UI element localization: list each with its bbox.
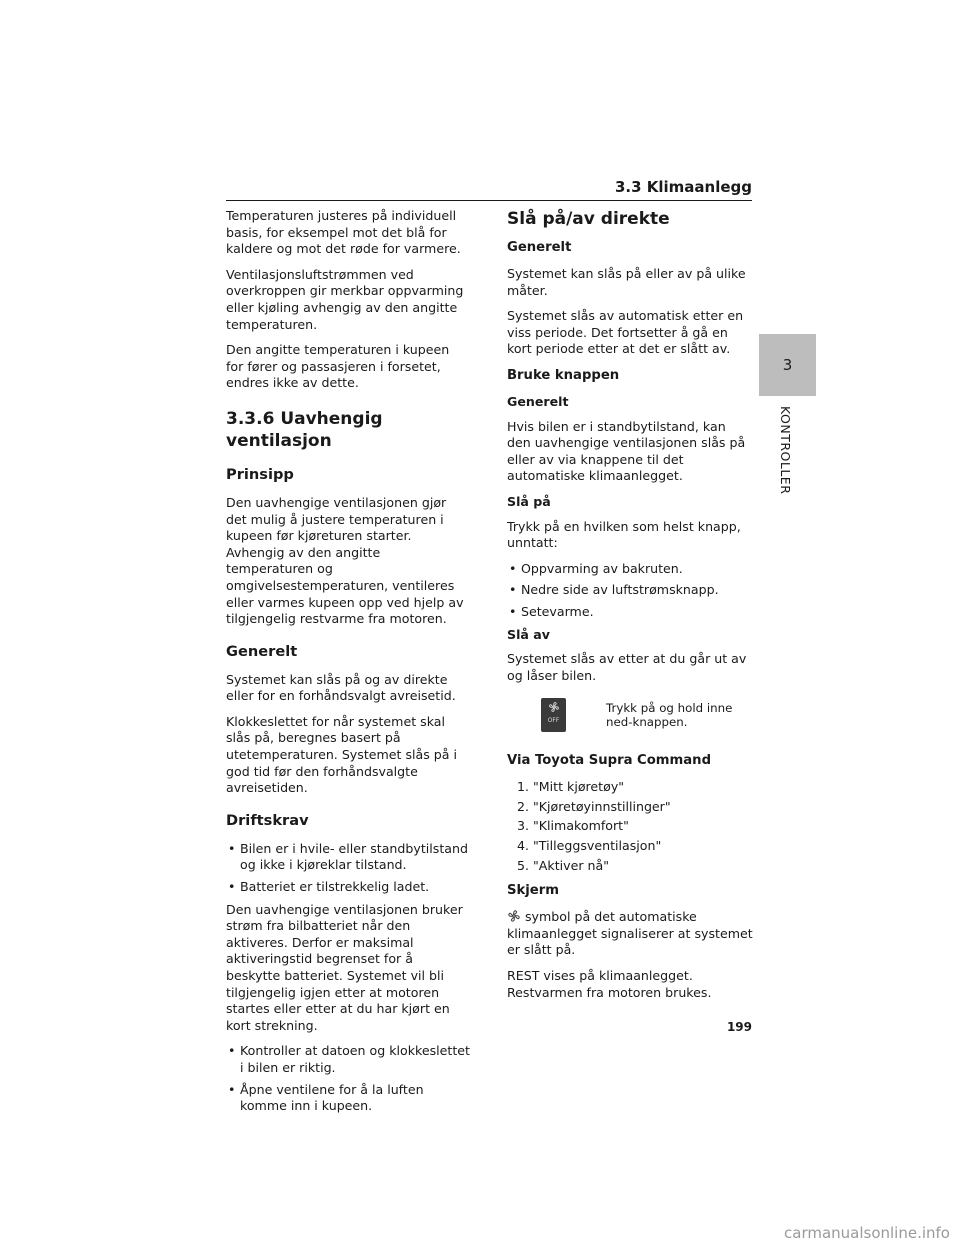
running-header: 3.3 Klimaanlegg bbox=[614, 178, 752, 196]
step-item bbox=[517, 858, 753, 875]
button-caption: Trykk på og hold inne ned-knappen. bbox=[606, 701, 733, 730]
paragraph: Systemet slås av automatisk etter en viss periode. Det fortsetter å gå en kort periode etter at det er slått av. bbox=[507, 308, 744, 357]
exceptions-list bbox=[507, 561, 753, 621]
rest-paragraph: REST vises på klimaanlegget. Restvarmen fra motoren brukes. bbox=[507, 968, 712, 1000]
section-title: 3.3.6 Uavhengig ventilasjon bbox=[226, 408, 383, 451]
list-item: • Oppvarming av bakruten. bbox=[507, 561, 753, 578]
prinsipp-heading: Prinsipp bbox=[226, 465, 294, 483]
bruke-heading: Bruke knappen bbox=[507, 367, 620, 383]
generelt-paragraph: Klokkeslettet for når systemet skal slås på, beregnes basert på utetemperaturen. Systemet slås på i god tid før den forhåndsvalgte avreisetiden. bbox=[226, 713, 458, 796]
paragraph: Systemet slås av etter at du går ut av og låser bilen. bbox=[507, 651, 747, 683]
climate-off-button-image bbox=[541, 698, 566, 732]
generelt-paragraph: Systemet kan slås på og av direkte eller for en forhåndsvalgt avreisetid. bbox=[226, 671, 456, 704]
right-column bbox=[507, 208, 753, 1010]
step-item bbox=[517, 779, 753, 796]
paragraph: Hvis bilen er i standbytilstand, kan den uavhengige ventilasjonen slås på eller av via knappene til det automatiske klimaanlegget. bbox=[507, 418, 746, 484]
button-figure bbox=[541, 698, 753, 732]
skjerm-paragraph bbox=[507, 909, 753, 959]
step-number: 5. bbox=[517, 857, 530, 873]
driftskrav-heading: Driftskrav bbox=[226, 811, 309, 829]
list-item: • Nedre side av luftstrømsknapp. bbox=[507, 582, 753, 599]
list-item: • Setevarme. bbox=[507, 604, 753, 621]
fan-icon bbox=[507, 909, 521, 923]
step-item bbox=[517, 799, 753, 816]
intro-paragraph: Temperaturen justeres på individuell basis, for eksempel mot det blå for kaldere og mot det røde for varmere. bbox=[226, 208, 461, 257]
prinsipp-text: Den uavhengige ventilasjonen gjør det mulig å justere temperaturen i kupeen før kjøreturen starter. Avhengig av den angitte temperaturen og omgivelsestemperaturen, ventileres eller varmes kupeen opp ved hjelp av tilgjengelig restvarme fra motoren. bbox=[226, 494, 464, 627]
driftskrav-list bbox=[226, 841, 470, 896]
list-item: • Kontroller at datoen og klokkeslettet i bilen er riktig. bbox=[226, 1043, 470, 1076]
paragraph: Systemet kan slås på eller av på ulike måter. bbox=[507, 266, 746, 298]
page-number: 199 bbox=[726, 1020, 752, 1034]
intro-paragraph: Den angitte temperaturen i kupeen for fører og passasjeren i forsetet, endres ikke av dette. bbox=[226, 342, 450, 391]
step-text: "Kjøretøyinnstillinger" bbox=[533, 798, 671, 814]
generelt-subheading: Generelt bbox=[507, 240, 572, 255]
intro-paragraph: Ventilasjonsluftstrømmen ved overkroppen gir merkbar oppvarming eller kjøling avhengig av den angitte temperaturen. bbox=[226, 266, 464, 332]
step-item bbox=[517, 838, 753, 855]
button-off-label: OFF bbox=[547, 716, 560, 724]
supra-heading: Via Toyota Supra Command bbox=[507, 753, 712, 769]
step-text: "Klimakomfort" bbox=[533, 818, 629, 834]
check-list bbox=[226, 1043, 470, 1114]
step-number: 2. bbox=[517, 798, 530, 814]
generelt-heading: Generelt bbox=[226, 642, 298, 660]
bruke-generelt-heading: Generelt bbox=[507, 393, 569, 409]
chapter-label: KONTROLLER bbox=[778, 406, 793, 495]
step-item bbox=[517, 818, 753, 835]
step-number: 1. bbox=[517, 779, 530, 795]
skjerm-text: symbol på det automatiske klimaanlegget signaliserer at systemet er slått på. bbox=[507, 909, 753, 958]
step-text: "Tilleggsventilasjon" bbox=[533, 838, 662, 854]
paragraph: Trykk på en hvilken som helst knapp, unntatt: bbox=[507, 518, 741, 551]
list-item: • Åpne ventilene for å la luften komme inn i kupeen. bbox=[226, 1082, 470, 1115]
list-item: • Bilen er i hvile- eller standbytilstand og ikke i kjøreklar tilstand. bbox=[226, 841, 470, 874]
watermark: carmanualsonline.info bbox=[784, 1224, 950, 1242]
skjerm-heading: Skjerm bbox=[507, 883, 559, 899]
step-text: "Aktiver nå" bbox=[533, 857, 610, 873]
driftskrav-text: Den uavhengige ventilasjonen bruker strøm fra bilbatteriet når den aktiveres. Derfor er maksimal aktiveringstid begrenset for å beskytte batteriet. Systemet vil bli tilgjengelig igjen etter at motoren startes eller etter at du har kjørt en kort strekning. bbox=[226, 901, 463, 1033]
step-text: "Mitt kjøretøy" bbox=[533, 779, 625, 795]
step-number: 4. bbox=[517, 838, 530, 854]
direct-heading: Slå på/av direkte bbox=[507, 209, 670, 229]
left-column bbox=[226, 208, 470, 1121]
list-item: • Batteriet er tilstrekkelig ladet. bbox=[226, 879, 470, 896]
fan-icon bbox=[548, 701, 560, 713]
chapter-tab: 3 bbox=[759, 334, 816, 396]
sla-pa-heading: Slå på bbox=[507, 493, 551, 509]
sla-av-heading: Slå av bbox=[507, 626, 550, 642]
step-number: 3. bbox=[517, 818, 530, 834]
supra-steps bbox=[517, 779, 753, 874]
header-rule bbox=[226, 200, 752, 201]
